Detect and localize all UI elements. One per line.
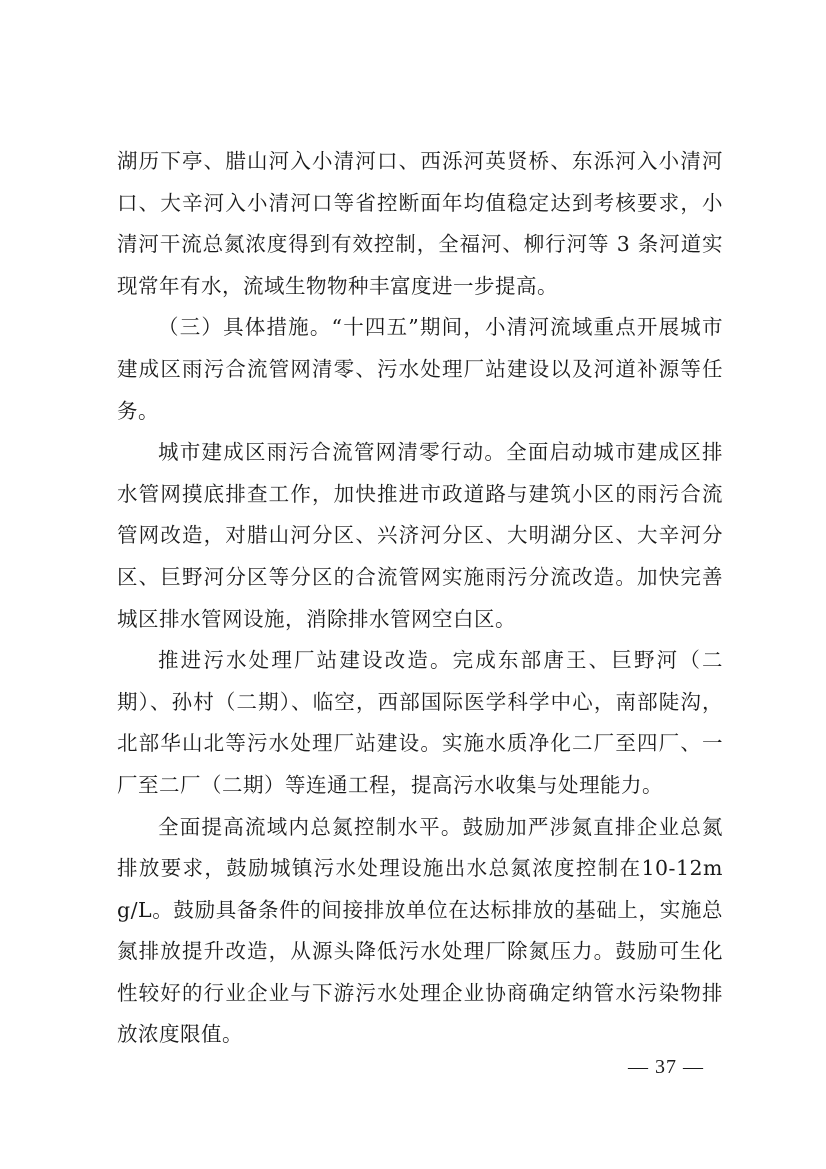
paragraph-nitrogen-control: 全面提高流域内总氮控制水平。鼓励加严涉氮直排企业总氮排放要求，鼓励城镇污水处理设施出水总氮浓度控制在10-12mg/L。鼓励具备条件的间接排放单位在达标排放的基础上，实施总氮排放提升改造，从源头降低污水处理厂除氮压力。鼓励可生化性较好的行业企业与下游污水处理企业协商确定纳管水污染物排放浓度限值。 [117,814,723,1047]
document-body [117,141,723,1056]
paragraph-sewage-plants: 推进污水处理厂站建设改造。完成东部唐王、巨野河（二期）、孙村（二期）、临空，西部国际医学科学中心，南部陡沟，北部华山北等污水处理厂站建设。实施水质净化二厂至四厂、一厂至二厂（二期）等连通工程，提高污水收集与处理能力。 [117,648,723,797]
paragraph-continued: 湖历下亭、腊山河入小清河口、西泺河英贤桥、东泺河入小清河口、大辛河入小清河口等省控断面年均值稳定达到考核要求，小清河干流总氮浓度得到有效控制，全福河、柳行河等 3 条河道实现常年有水，流域生物物种丰富度进一步提高。 [117,149,723,298]
paragraph-specific-measures: （三）具体措施。“十四五”期间，小清河流域重点开展城市建成区雨污合流管网清零、污水处理厂站建设以及河道补源等任务。 [117,315,723,423]
paragraph-pipe-network: 城市建成区雨污合流管网清零行动。全面启动城市建成区排水管网摸底排查工作，加快推进市政道路与建筑小区的雨污合流管网改造，对腊山河分区、兴济河分区、大明湖分区、大辛河分区、巨野河分区等分区的合流管网实施雨污分流改造。加快完善城区排水管网设施，消除排水管网空白区。 [117,440,723,631]
page-number: — 37 — [628,1056,704,1078]
